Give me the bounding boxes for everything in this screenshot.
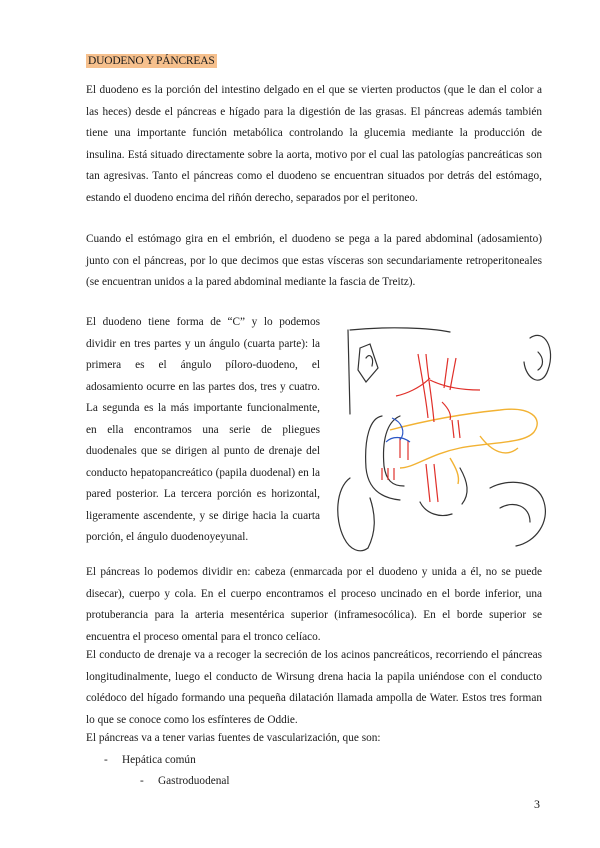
paragraph-embryology: Cuando el estómago gira en el embrión, el duodeno se pega a la pared abdominal (adosamiento) junto con el páncreas, por lo que decimos que estas vísceras son secundariamente retroperitoneales (se encuentran unidos a la pared abdominal mediante la fascia de Treitz). <box>86 233 542 288</box>
paragraph-pancreas-parts: El páncreas lo podemos dividir en: cabeza (enmarcada por el duodeno y unida a él, no se puede disecar), cuerpo y cola. En el cuerpo encontramos el proceso uncinado en el borde inferior, una protuberancia para la arteria mesentérica superior (inframesocólica). En el borde superior se encuentra el proceso omental para el tronco celíaco. <box>86 566 542 643</box>
paragraph-duodeno-intro: El duodeno es la porción del intestino delgado en el que se vierten productos (que le dan el color a las heces) desde el páncreas e hígado para la digestión de las grasas. El páncreas además también tiene una importante función metabólica controlando la glucemia mediante la producción de insulina. Está situado directamente sobre la aorta, motivo por el cual las patologías pancreáticas son tan agresivas. Tanto el páncreas como el duodeno se encuentran situados por detrás del estómago, estando el duodeno encima del riñón derecho, separados por el peritoneo. <box>86 84 542 204</box>
paragraph-duodeno-parts: El duodeno tiene forma de “C” y lo podemos dividir en tres partes y un ángulo (cuarta parte): la primera es el ángulo píloro-duodeno, el adosamiento ocurre en las partes dos, tres y cuatro. La segunda es la más importante funcionalmente, en ella encontramos una serie de pliegues duodenales que se dirigen al punto de drenaje del conducto hepatopancreático (papila duodenal) en la pared posterior. La tercera porción es horizontal, ligeramente ascendente, y se dirige hacia la cuarta porción, el ángulo duodenoyeyunal. <box>86 316 320 543</box>
list-item-label: Hepática común <box>122 754 196 766</box>
list-item <box>140 773 230 789</box>
page-number: 3 <box>534 797 540 811</box>
anatomy-sketch-duodenum-pancreas-icon <box>330 318 562 558</box>
paragraph-drainage-duct: El conducto de drenaje va a recoger la secreción de los acinos pancreáticos, recorriendo el páncreas longitudinalmente, luego el conducto de Wirsung drena hacia la papila uniéndose con el conducto colédoco del hígado formando una pequeña dilatación llamada ampolla de Water. Estos tres forman lo que se conoce como los esfínteres de Oddie. <box>86 649 542 726</box>
paragraph-vascularization: El páncreas va a tener varias fuentes de vascularización, que son: <box>86 732 381 744</box>
anatomy-figure <box>330 318 562 558</box>
list-item-label: Gastroduodenal <box>158 775 230 787</box>
list-item <box>104 752 196 768</box>
list-marker: - <box>140 775 144 787</box>
section-heading: DUODENO Y PÁNCREAS <box>88 55 215 67</box>
list-marker: - <box>104 754 108 766</box>
